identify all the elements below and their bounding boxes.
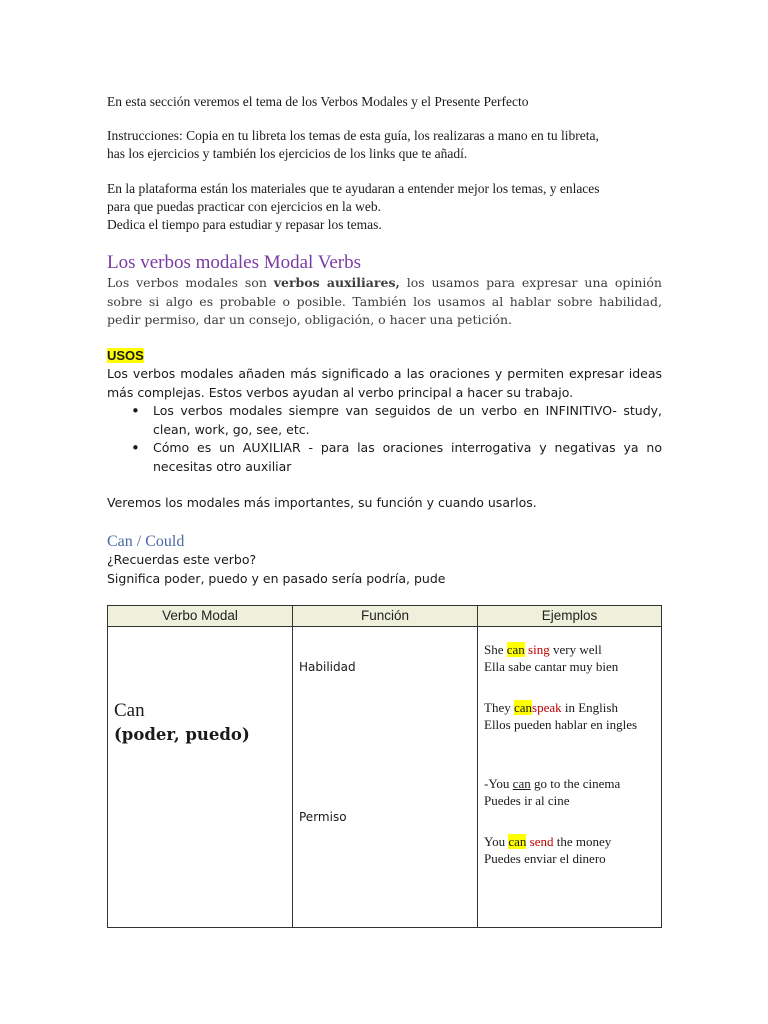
can-could-heading: Can / Could: [107, 533, 185, 550]
ex1-a: She: [484, 642, 507, 657]
example-2: [484, 699, 637, 733]
ex2-can: can: [513, 700, 533, 715]
ex4-verb: send: [529, 834, 554, 849]
ex4-rest: the money: [553, 834, 612, 849]
usos-bullet-list: [107, 402, 662, 476]
modal-meaning: (poder, puedo): [114, 725, 250, 744]
header-ejemplos: Ejemplos: [478, 606, 662, 627]
modal-verbs-table: [107, 605, 662, 928]
example-1: [484, 641, 618, 675]
ex2-translation: Ellos pueden hablar en ingles: [484, 717, 638, 732]
header-funcion: Función: [293, 606, 478, 627]
para-text-a: Los verbos modales son: [107, 275, 274, 290]
ex2-a: They: [484, 700, 514, 715]
header-verbo-modal: Verbo Modal: [108, 606, 293, 627]
section-title: Los verbos modales Modal Verbs: [107, 252, 362, 273]
ex1-rest: very well: [549, 642, 602, 657]
ex4-can: can: [508, 834, 527, 849]
can-could-meaning: Significa poder, puedo y en pasado sería podría, pude: [107, 571, 446, 586]
section-intro-paragraph: [107, 274, 662, 330]
ex1-verb: sing: [528, 642, 550, 657]
modal-can: Can: [114, 700, 145, 721]
function-habilidad: Habilidad: [299, 660, 356, 674]
ex3-can: can: [512, 776, 531, 791]
table-header-row: [108, 606, 662, 627]
examples-cell: [478, 627, 662, 928]
bullet-item: • Los verbos modales siempre van seguidos de un verbo en INFINITIVO- study, clean, work, go, see, etc.: [107, 402, 662, 439]
platform-line-3: Dedica el tiempo para estudiar y repasar los temas.: [107, 217, 382, 232]
example-4: [484, 833, 611, 867]
usos-label: USOS: [107, 348, 144, 363]
function-permiso: Permiso: [299, 810, 347, 824]
para-text-bold: verbos auxiliares,: [273, 275, 400, 290]
instructions-line-2: has los ejercicios y también los ejercicios de los links que te añadí.: [107, 146, 468, 161]
usos-text: Los verbos modales añaden más significado a las oraciones y permiten expresar ideas más complejas. Estos verbos ayudan al verbo principal a hacer su trabajo.: [107, 366, 662, 400]
can-could-question: ¿Recuerdas este verbo?: [107, 552, 257, 567]
ex1-translation: Ella sabe cantar muy bien: [484, 659, 619, 674]
bullet-item: • Cómo es un AUXILIAR - para las oraciones interrogativa y negativas ya no necesitas otro auxiliar: [107, 439, 662, 476]
usos-closing: Veremos los modales más importantes, su función y cuando usarlos.: [107, 495, 537, 510]
example-3: [484, 775, 620, 809]
function-cell: [293, 627, 478, 928]
para-text-c: los usamos para expresar una opinión sobre si algo es probable o posible. También los usamos al hablar sobre habilidad, pedir permiso, dar un consejo, obligación, o hacer una petición.: [107, 275, 662, 327]
ex4-a: You: [484, 834, 509, 849]
table-row: [108, 627, 662, 928]
ex3-translation: Puedes ir al cine: [484, 793, 570, 808]
ex3-a: -You: [484, 776, 513, 791]
platform-line-2: para que puedas practicar con ejercicios en la web.: [107, 199, 381, 214]
intro-line: En esta sección veremos el tema de los Verbos Modales y el Presente Perfecto: [107, 94, 529, 109]
platform-line-1: En la plataforma están los materiales que te ayudaran a entender mejor los temas, y enlaces: [107, 181, 600, 196]
usos-label-wrap: [107, 347, 144, 365]
ex2-verb: speak: [532, 700, 562, 715]
ex1-can: can: [506, 642, 525, 657]
ex2-rest: in English: [561, 700, 618, 715]
ex4-translation: Puedes enviar el dinero: [484, 851, 606, 866]
modal-cell: [108, 627, 293, 928]
instructions-line-1: Instrucciones: Copia en tu libreta los temas de esta guía, los realizaras a mano en tu libreta,: [107, 128, 599, 143]
ex3-rest: go to the cinema: [530, 776, 621, 791]
